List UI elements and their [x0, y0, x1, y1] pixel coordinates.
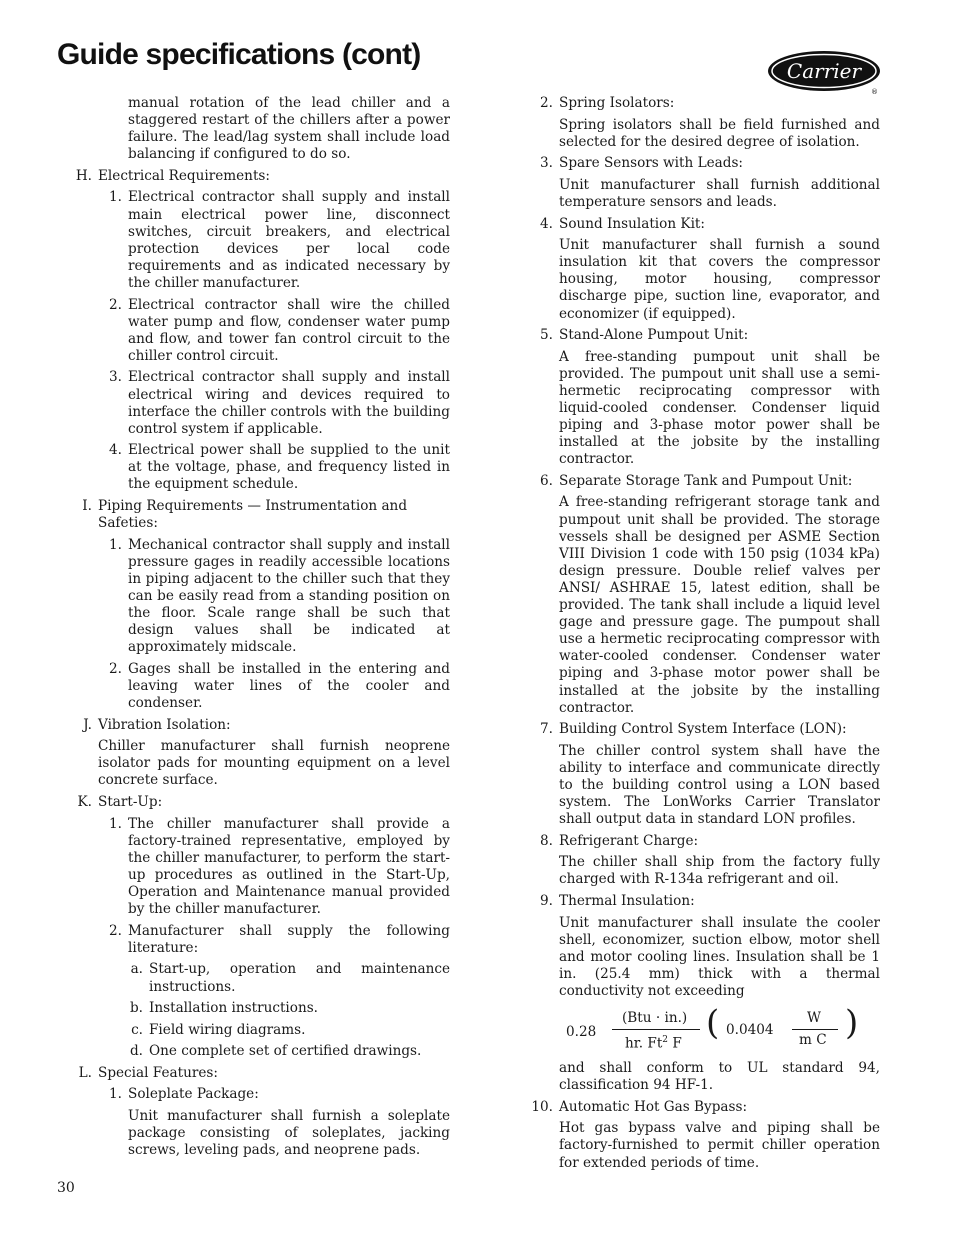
item-text: The chiller manufacturer shall provide a factory-trained representative, employed by the chiller manufacturer, to perform the start-up procedures as outlined in the Start-Up, Operation and Maintenance manual provided by the chiller manufacturer. — [128, 815, 450, 918]
feature-heading — [520, 327, 880, 344]
item-text: Electrical contractor shall supply and install electrical wiring and devices required to interface the chiller controls with the building control system if applicable. — [128, 369, 450, 437]
item-heading: Spare Sensors with Leads: — [559, 155, 744, 172]
feature-body: and shall conform to UL standard 94, classification 94 HF-1. — [559, 1060, 880, 1094]
formula-denominator-si: m C — [799, 1032, 827, 1049]
item-marker: 1. — [109, 1086, 122, 1103]
section-l-heading — [60, 1065, 450, 1082]
formula-coefficient-si: 0.0404 — [726, 1022, 774, 1039]
formula-numerator-si: W — [807, 1010, 821, 1027]
left-column — [60, 95, 450, 1159]
list-item — [60, 369, 450, 437]
list-item — [60, 1086, 450, 1103]
list-item — [60, 923, 450, 957]
formula-denominator: hr. Ft$^2$ F — [625, 1035, 682, 1052]
feature-heading — [520, 1099, 880, 1116]
item-marker: 3. — [109, 369, 122, 386]
sub-text: Installation instructions. — [149, 1000, 318, 1017]
feature-heading — [520, 216, 880, 233]
section-heading: Electrical Requirements: — [98, 167, 270, 184]
item-marker: 6. — [540, 472, 553, 489]
item-marker: 1. — [109, 189, 122, 206]
sub-marker: d. — [129, 1043, 143, 1060]
section-j-heading — [60, 717, 450, 734]
item-text: Manufacturer shall supply the following literature: — [128, 922, 450, 956]
feature-heading — [520, 155, 880, 172]
feature-body: Unit manufacturer shall furnish additional temperature sensors and leads. — [559, 176, 880, 210]
item-heading: Refrigerant Charge: — [559, 832, 699, 849]
feature-body: A free-standing refrigerant storage tank and pumpout unit shall be provided. The storage vessels shall be designed per ASME Section VIII Division 1 code with 150 psig (1034 kPa) design pressure. Double relief valves per ANSI/ ASHRAE 15, latest edition, shall be provided. The tank shall include a liquid level gage and pressure gage. The pumpout shall use a hermetic reciprocating compressor with water-cooled condenser. Condenser water piping and 3-phase motor power shall be installed at the jobsite by the installing contractor. — [559, 494, 880, 716]
right-column — [520, 95, 880, 1172]
item-marker: 2. — [109, 660, 122, 677]
carrier-logo — [767, 50, 885, 96]
feature-body: The chiller shall ship from the factory fully charged with R-134a refrigerant and oil. — [559, 854, 880, 888]
feature-body: A free-standing pumpout unit shall be provided. The pumpout unit shall use a semi-hermetic reciprocating compressor with liquid-cooled condenser. Condenser liquid piping and 3-phase motor power shall be installed at the jobsite by the installing contractor. — [559, 348, 880, 468]
soleplate-body: Unit manufacturer shall furnish a soleplate package consisting of soleplates, jacking screws, leveling pads, and neoprene pads. — [128, 1108, 450, 1159]
sub-marker: a. — [130, 961, 143, 978]
section-h-heading — [60, 168, 450, 185]
item-heading: Sound Insulation Kit: — [559, 215, 705, 232]
item-text: Soleplate Package: — [128, 1086, 259, 1103]
item-heading: Spring Isolators: — [559, 95, 675, 111]
conductivity-formula — [566, 1003, 880, 1054]
item-heading: Building Control System Interface (LON): — [559, 721, 847, 738]
sub-marker: b. — [129, 1000, 143, 1017]
item-marker: 2. — [109, 296, 122, 313]
section-i-heading — [60, 498, 450, 532]
item-marker: 2. — [540, 95, 553, 111]
item-text: Electrical contractor shall wire the chilled water pump and flow, condenser water pump and flow, and tower fan control circuit to the chiller control circuit. — [128, 296, 450, 364]
sub-list-item — [60, 1043, 450, 1060]
section-marker: H. — [75, 167, 92, 184]
section-heading: Start-Up: — [98, 794, 163, 811]
item-text: Electrical power shall be supplied to the unit at the voltage, phase, and frequency listed in the equipment schedule. — [128, 442, 450, 493]
item-text: Electrical contractor shall supply and install main electrical power line, disconnect switches, circuit breakers, and electrical protection devices per local code requirements and as indicated necessary by the chiller manufacturer. — [128, 189, 450, 291]
feature-body: Unit manufacturer shall insulate the cooler shell, economizer, suction elbow, motor shell and motor cooling lines. Insulation shall be 1 in. (25.4 mm) thick with a thermal conductivity not exceeding — [559, 914, 880, 999]
item-marker: 3. — [540, 155, 553, 172]
open-paren: ( — [706, 1003, 720, 1044]
feature-heading — [520, 95, 880, 112]
section-marker: J. — [83, 716, 92, 733]
list-item — [60, 816, 450, 919]
sub-list-item — [60, 961, 450, 995]
sub-text: Field wiring diagrams. — [149, 1021, 306, 1038]
fraction-bar — [612, 1029, 700, 1030]
close-paren: ) — [845, 1003, 859, 1044]
feature-body: Hot gas bypass valve and piping shall be factory-furnished to permit chiller operation for extended periods of time. — [559, 1120, 880, 1171]
item-marker: 1. — [109, 536, 122, 553]
section-j-body: Chiller manufacturer shall furnish neoprene isolator pads for mounting equipment on a level concrete surface. — [98, 738, 450, 789]
item-marker: 1. — [109, 815, 122, 832]
item-marker: 10. — [531, 1098, 553, 1115]
feature-heading — [520, 473, 880, 490]
item-marker: 4. — [109, 442, 122, 459]
sub-text: Start-up, operation and maintenance instructions. — [149, 961, 450, 995]
feature-heading — [520, 833, 880, 850]
section-marker: L. — [78, 1064, 92, 1081]
section-heading: Piping Requirements — Instrumentation and Safeties: — [98, 498, 408, 532]
section-marker: K. — [77, 794, 92, 811]
sub-list-item — [60, 1000, 450, 1017]
section-heading: Vibration Isolation: — [98, 716, 231, 733]
formula-numerator: (Btu · in.) — [622, 1010, 688, 1027]
fraction-bar — [792, 1029, 838, 1030]
list-item — [60, 189, 450, 292]
page-number: 30 — [57, 1180, 75, 1196]
feature-body: Unit manufacturer shall furnish a sound insulation kit that covers the compressor housing, motor housing, compressor discharge pipe, suction line, evaporator, and economizer (if equipped). — [559, 237, 880, 322]
sub-text: One complete set of certified drawings. — [149, 1043, 422, 1060]
item-text: Mechanical contractor shall supply and install pressure gages in readily accessible locations in piping adjacent to the chiller such that they can be easily read from a standing position on the floor. Scale range shall be such that design values shall be indicated at approximately midscale. — [128, 536, 450, 656]
svg-text:®: ® — [871, 88, 878, 96]
item-heading: Automatic Hot Gas Bypass: — [559, 1098, 748, 1115]
sub-marker: c. — [131, 1021, 143, 1038]
feature-body: The chiller control system shall have the ability to interface and communicate directly to the building control using a LON based system. The LonWorks Carrier Translator shall output data in standard LON profiles. — [559, 742, 880, 828]
item-marker: 4. — [540, 215, 553, 232]
item-marker: 2. — [109, 922, 122, 939]
item-marker: 8. — [540, 832, 553, 849]
list-item — [60, 297, 450, 365]
formula-coefficient: 0.28 — [566, 1024, 597, 1041]
feature-body: Spring isolators shall be field furnished and selected for the desired degree of isolation. — [559, 116, 880, 150]
item-heading: Separate Storage Tank and Pumpout Unit: — [559, 472, 853, 489]
sub-list-item — [60, 1022, 450, 1039]
item-marker: 7. — [540, 721, 553, 738]
logo-text: Carrier — [786, 59, 862, 83]
page-title: Guide specifications (cont) — [57, 38, 421, 71]
section-k-heading — [60, 794, 450, 811]
feature-heading — [520, 721, 880, 738]
intro-paragraph: manual rotation of the lead chiller and a staggered restart of the chillers after a power failure. The lead/lag system shall include load balancing if configured to do so. — [128, 95, 450, 163]
feature-heading — [520, 893, 880, 910]
section-heading: Special Features: — [98, 1064, 218, 1081]
section-marker: I. — [82, 498, 92, 515]
list-item — [60, 661, 450, 712]
item-marker: 9. — [540, 893, 553, 910]
item-heading: Stand-Alone Pumpout Unit: — [559, 327, 749, 344]
item-marker: 5. — [540, 327, 553, 344]
list-item — [60, 442, 450, 493]
item-heading: Thermal Insulation: — [559, 893, 695, 910]
item-text: Gages shall be installed in the entering and leaving water lines of the cooler and condenser. — [128, 660, 450, 712]
list-item — [60, 537, 450, 657]
